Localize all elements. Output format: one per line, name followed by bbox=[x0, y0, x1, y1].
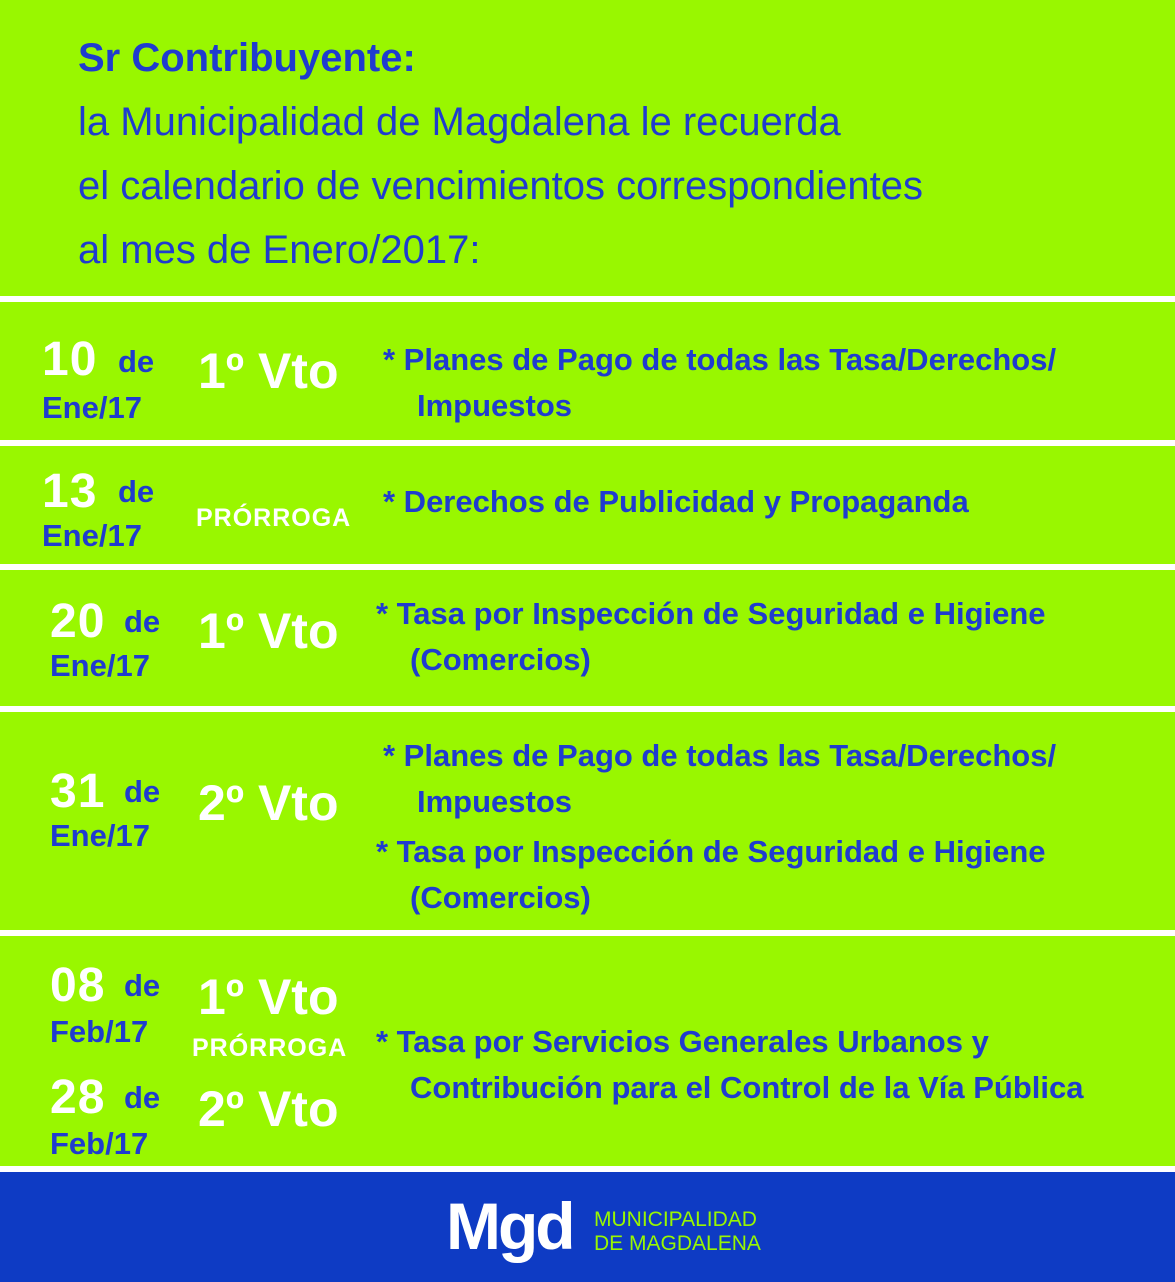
footer-bar bbox=[0, 1172, 1175, 1282]
row-3-item-2: (Comercios) bbox=[410, 642, 591, 677]
header-line-1: la Municipalidad de Magdalena le recuerda bbox=[78, 100, 841, 144]
row-1-badge: 1º Vto bbox=[198, 343, 339, 399]
row-4-month: Ene/17 bbox=[50, 818, 150, 853]
row-4-de: de bbox=[124, 774, 161, 809]
row-5-badge-1: 1º Vto bbox=[198, 969, 339, 1025]
municipality-logo: Mgd bbox=[446, 1189, 573, 1263]
schedule-row-2 bbox=[0, 446, 1175, 564]
row-1-de: de bbox=[118, 344, 155, 379]
row-5-badge-2: 2º Vto bbox=[198, 1081, 339, 1137]
row-3-month: Ene/17 bbox=[50, 648, 150, 683]
row-2-item-1: * Derechos de Publicidad y Propaganda bbox=[383, 484, 969, 519]
row-4-item-1: * Planes de Pago de todas las Tasa/Derechos/ bbox=[383, 738, 1057, 773]
row-2-day: 13 bbox=[42, 465, 98, 518]
row-4-item-2: Impuestos bbox=[417, 784, 573, 819]
schedule-row-3 bbox=[0, 570, 1175, 706]
schedule-row-1 bbox=[0, 302, 1175, 440]
row-4-day: 31 bbox=[50, 765, 106, 818]
schedule-row-4 bbox=[0, 712, 1175, 930]
row-4-item-4: (Comercios) bbox=[410, 880, 591, 915]
municipality-name-line-1: MUNICIPALIDAD bbox=[594, 1208, 757, 1231]
row-3-item-1: * Tasa por Inspección de Seguridad e Higiene bbox=[376, 596, 1046, 631]
row-5-de-1: de bbox=[124, 968, 161, 1003]
schedule-row-5 bbox=[0, 936, 1175, 1166]
header-line-2: el calendario de vencimientos correspondientes bbox=[78, 164, 923, 208]
row-5-month-2: Feb/17 bbox=[50, 1126, 149, 1161]
row-2-badge: PRÓRROGA bbox=[196, 504, 352, 532]
row-2-month: Ene/17 bbox=[42, 518, 142, 553]
row-4-item-3: * Tasa por Inspección de Seguridad e Higiene bbox=[376, 834, 1046, 869]
row-5-day-1: 08 bbox=[50, 959, 106, 1012]
row-1-day: 10 bbox=[42, 333, 98, 386]
row-3-day: 20 bbox=[50, 595, 106, 648]
row-1-month: Ene/17 bbox=[42, 390, 142, 425]
row-5-month-1: Feb/17 bbox=[50, 1014, 149, 1049]
row-5-day-2: 28 bbox=[50, 1071, 106, 1124]
row-2-de: de bbox=[118, 474, 155, 509]
row-3-badge: 1º Vto bbox=[198, 603, 339, 659]
header-panel bbox=[0, 0, 1175, 296]
municipality-name-line-2: DE MAGDALENA bbox=[594, 1232, 761, 1255]
header-title: Sr Contribuyente: bbox=[78, 36, 416, 80]
row-1-item-1: * Planes de Pago de todas las Tasa/Derechos/ bbox=[383, 342, 1057, 377]
row-5-item-2: Contribución para el Control de la Vía Pública bbox=[410, 1070, 1084, 1105]
row-3-de: de bbox=[124, 604, 161, 639]
row-1-item-2: Impuestos bbox=[417, 388, 573, 423]
row-5-de-2: de bbox=[124, 1080, 161, 1115]
header-line-3: al mes de Enero/2017: bbox=[78, 228, 481, 272]
row-5-prorroga: PRÓRROGA bbox=[192, 1034, 348, 1062]
row-4-badge: 2º Vto bbox=[198, 775, 339, 831]
municipality-name bbox=[594, 1208, 761, 1256]
row-5-item-1: * Tasa por Servicios Generales Urbanos y bbox=[376, 1024, 989, 1059]
